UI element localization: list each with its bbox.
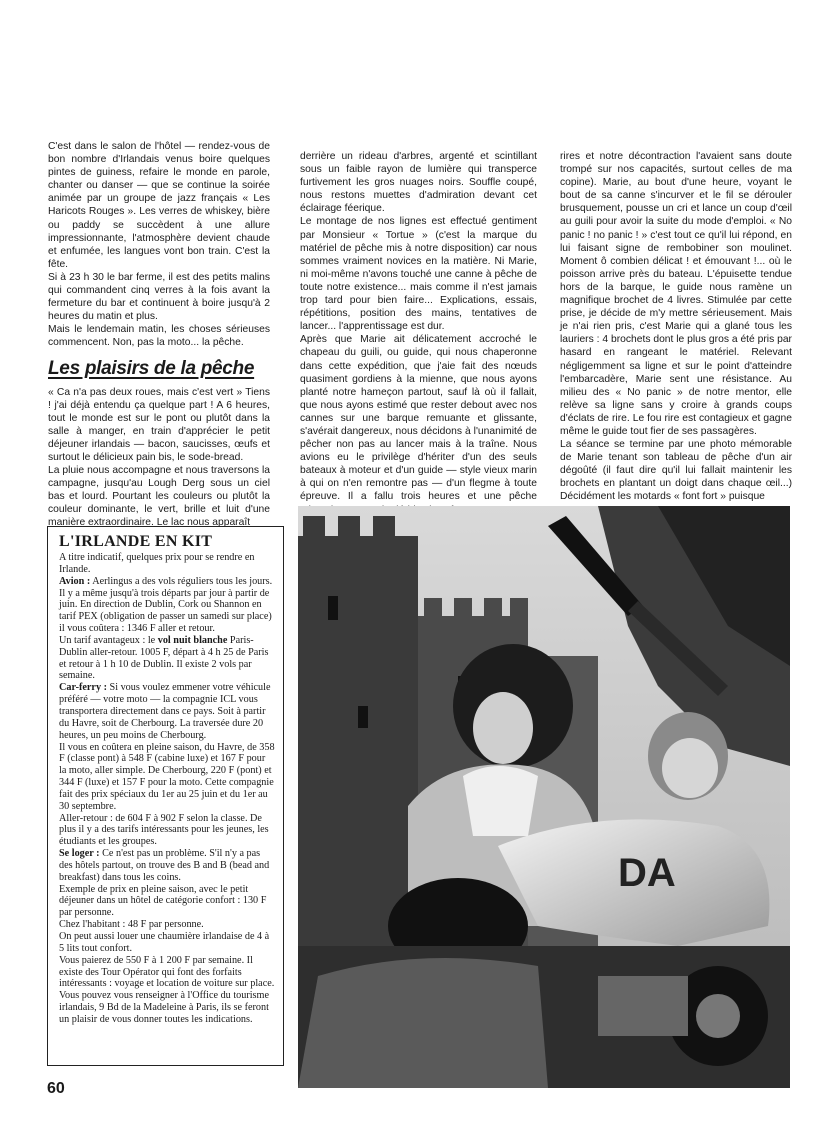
info-paragraph: Chez l'habitant : 48 F par personne. <box>59 919 204 931</box>
paragraph: Le montage de nos lignes est effectué gentiment par Monsieur « Tortue » (c'est la marque du matériel de pêche mis à notre disposition) car nous sommes vraiment novices en la matière. Ni Marie, ni moi-même n'avons touché une canne à pêche de toute notre existence... mais comme il n'est jamais trop tard pour bien faire... Explications, essais, répétitions, position des mains, tentatives de lancer... l'apprentissage est dur. <box>300 216 537 333</box>
info-paragraph: Exemple de prix en pleine saison, avec le petit déjeuner dans un hôtel de catégorie confort : 130 F par personne. <box>59 883 267 919</box>
paragraph: « Ca n'a pas deux roues, mais c'est vert » Tiens ! j'ai déjà entendu ça quelque part ! A 6 heures, tout le monde est sur le pont ou plutôt dans la salle à manger, en train d'apprécier le petit déjeuner irlandais — bacon, saucisses, œufs et surtout le délicieux pain bis, le sode-bread. <box>48 386 270 463</box>
info-paragraph: A titre indicatif, quelques prix pour se rendre en Irlande. <box>59 552 255 575</box>
info-text: Un tarif avantageux : le <box>59 634 158 646</box>
section-heading: Les plaisirs de la pêche <box>48 357 255 379</box>
info-paragraph-loger <box>59 848 275 884</box>
info-box-title: L'IRLANDE EN KIT <box>59 533 213 550</box>
tank-lettering: DA <box>618 851 676 895</box>
info-label: Avion : <box>59 575 91 587</box>
info-paragraph: Aller-retour : de 604 F à 902 F selon la classe. De plus il y a des tarifs intéressants pour les jeunes, les étudiants et les groupes. <box>59 812 269 848</box>
info-paragraph-ferry <box>59 682 275 741</box>
article-column-2 <box>300 150 537 517</box>
paragraph: Après que Marie ait délicatement accroché le chapeau du guili, ou guide, qui nous chaperonne dans cette expédition, que j'aie fait des nœuds quasiment gordiens à la mienne, que nous ayons planté notre hameçon partout, sauf là où il fallait, que nous ayons estimé que rester debout avec nos cannes sur une barque remuante et glissante, s'avérait dangereux, nous décidons à l'unanimité de pêcher non pas au lancer mais à la traîne. Nous avions eu le privilège d'hériter d'un des seuls bateaux à moteur et d'un guide — style vieux marin à qui on n'en remontre pas — d'un flegme à toute épreuve. Il a fallu trois heures et une pêche <box>300 334 537 503</box>
info-box-irlande-en-kit <box>47 526 284 1066</box>
info-text: Aerlingus a des vols réguliers tous les jours. Il y a même jusqu'à trois départs par jour à partir de juin. En direction de Dublin, Cork ou Shannon en tarif PEX (obligation de passer un samedi sur place) il vous coûtera : 1346 F aller et retour. <box>59 575 273 635</box>
photo-image <box>298 506 790 1088</box>
info-label: Se loger : <box>59 848 100 860</box>
paragraph: La séance se termine par une photo mémorable de Marie tenant son tableau de pêche d'un air dégoûté (il faut dire qu'il lui fallait maintenir les brochets en plantant un doigt dans chaque œil...) Décidément les motards « font fort » puisque <box>560 439 792 503</box>
paragraph: La pluie nous accompagne et nous traversons la campagne, jusqu'au Lough Derg sous un ciel bas et lourd. Pourtant les couleurs ou plutôt la couleur dominante, le vert, brille et luit d'une manière extraordinaire. Le lac nous apparaît <box>48 465 270 529</box>
info-label: vol nuit blanche <box>157 634 228 646</box>
info-paragraph: Vous paierez de 550 F à 1 200 F par semaine. Il existe des Tour Opérator qui font des forfaits intéressants : voyage et location de voiture sur place. Vous pouvez vous renseigner à l'Office du tourisme irlandais, 9 Bd de la Madeleine à Paris, ils se feront un plaisir de vous donner toutes les indications. <box>59 954 275 1025</box>
paragraph: rires et notre décontraction l'avaient sans doute trompé sur nos capacités, surtout celles de ma copine). Marie, au bout d'une heure, voyant le bout de sa canne s'incurver et le fil se dérouler brusquement, pousse un cri et lance un coup d'œil au guili pour avoir la suite du mode d'emploi. « No panic ! no panic ! » c'est tout ce qu'il lui répond, en lui faisant signe de rembobiner son moulinet. Moment ô combien délicat ! et émouvant !... où le poisson arrive près du bateau. L'épuisette tendue hors de la barque, le guide nous ramène un magnifique brochet de 4 livres. Stimulée par cette prise, je décide de m'y mettre sérieusement. Mais je n'ai rien pris, c'est Marie qui a glané tous les lauriers : 4 brochets dont le plus gros a été pris par hasard en rangeant le matériel. Relevant négligemment sa ligne et sur le point d'atteindre l'embarcadère, Marie sent une résistance. Au milieu des « No panic » de notre mentor, elle relève sa ligne sans y croire à grands coups d'éclats de rire. Le fou rire est contagieux et gagne même le guide tout fier de ses passagères. <box>560 151 792 437</box>
article-column-3 <box>560 150 792 504</box>
photo-castle-motorcycle <box>298 506 790 1088</box>
info-paragraph: Il vous en coûtera en pleine saison, du Havre, de 358 F (classe pont) à 548 F (cabine luxe) et 167 F pour la moto, aller simple. De Cherbourg, 220 F (pont) et 344 F (luxe) et 157 F pour la moto. Cette compagnie fait des prix spéciaux du 1er au 25 juin et du 1er au 30 septembre. <box>59 741 275 812</box>
motorcycle-engine <box>598 976 688 1036</box>
info-label: Car-ferry : <box>59 682 107 694</box>
paragraph: derrière un rideau d'arbres, argenté et scintillant sous un faible rayon de lumière qui transperce furtivement les gros nuages noirs. Souffle coupé, nous restons muettes d'admiration devant cet éclairage féerique. <box>300 151 537 215</box>
paragraph: C'est dans le salon de l'hôtel — rendez-vous de bon nombre d'Irlandais venus boire quelques pintes de guiness, refaire le monde en parole, chanter ou danser — que se continue la soirée animée par un groupe de jazz français « Les Haricots Rouges ». Les verres de whiskey, bière ou paddy se succèdent à une allure impressionnante, l'atmosphère devient chaude et enfumée, les langues vont bon train. C'est la fête. <box>48 141 270 270</box>
paragraph: Mais le lendemain matin, les choses sérieuses commencent. Non, pas la moto... la pêche. <box>48 324 270 349</box>
info-paragraph: On peut aussi louer une chaumière irlandaise de 4 à 5 lits tout confort. <box>59 931 270 954</box>
info-text: Ce n'est pas un problème. S'il n'y a pas des hôtels partout, on trouve des B and B (bead and breakfast) dans tous les coins. <box>59 848 270 883</box>
paragraph: Si à 23 h 30 le bar ferme, il est des petits malins qui commandent cinq verres à la fois avant la fermeture du bar et continuent à boire jusqu'à 2 heures du matin et plus. <box>48 271 270 323</box>
info-text: Paris-Dublin aller-retour. 1005 F, départ à 4 h 25 de Paris et retour à 1 h 10 de Dublin. Il existe 2 vols par semaine. <box>59 634 269 682</box>
article-column-1 <box>48 140 270 530</box>
page-number: 60 <box>47 1080 65 1097</box>
info-text: Si vous voulez emmener votre véhicule préféré — votre moto — la compagnie ICL vous transportera directement dans ce pays. Soit à partir du Havre, soit de Cherbourg. La traversée dure 20 heures, un peu moins de Cherbourg. <box>59 682 271 741</box>
info-paragraph-tarif <box>59 635 275 682</box>
info-paragraph-avion <box>59 576 275 635</box>
